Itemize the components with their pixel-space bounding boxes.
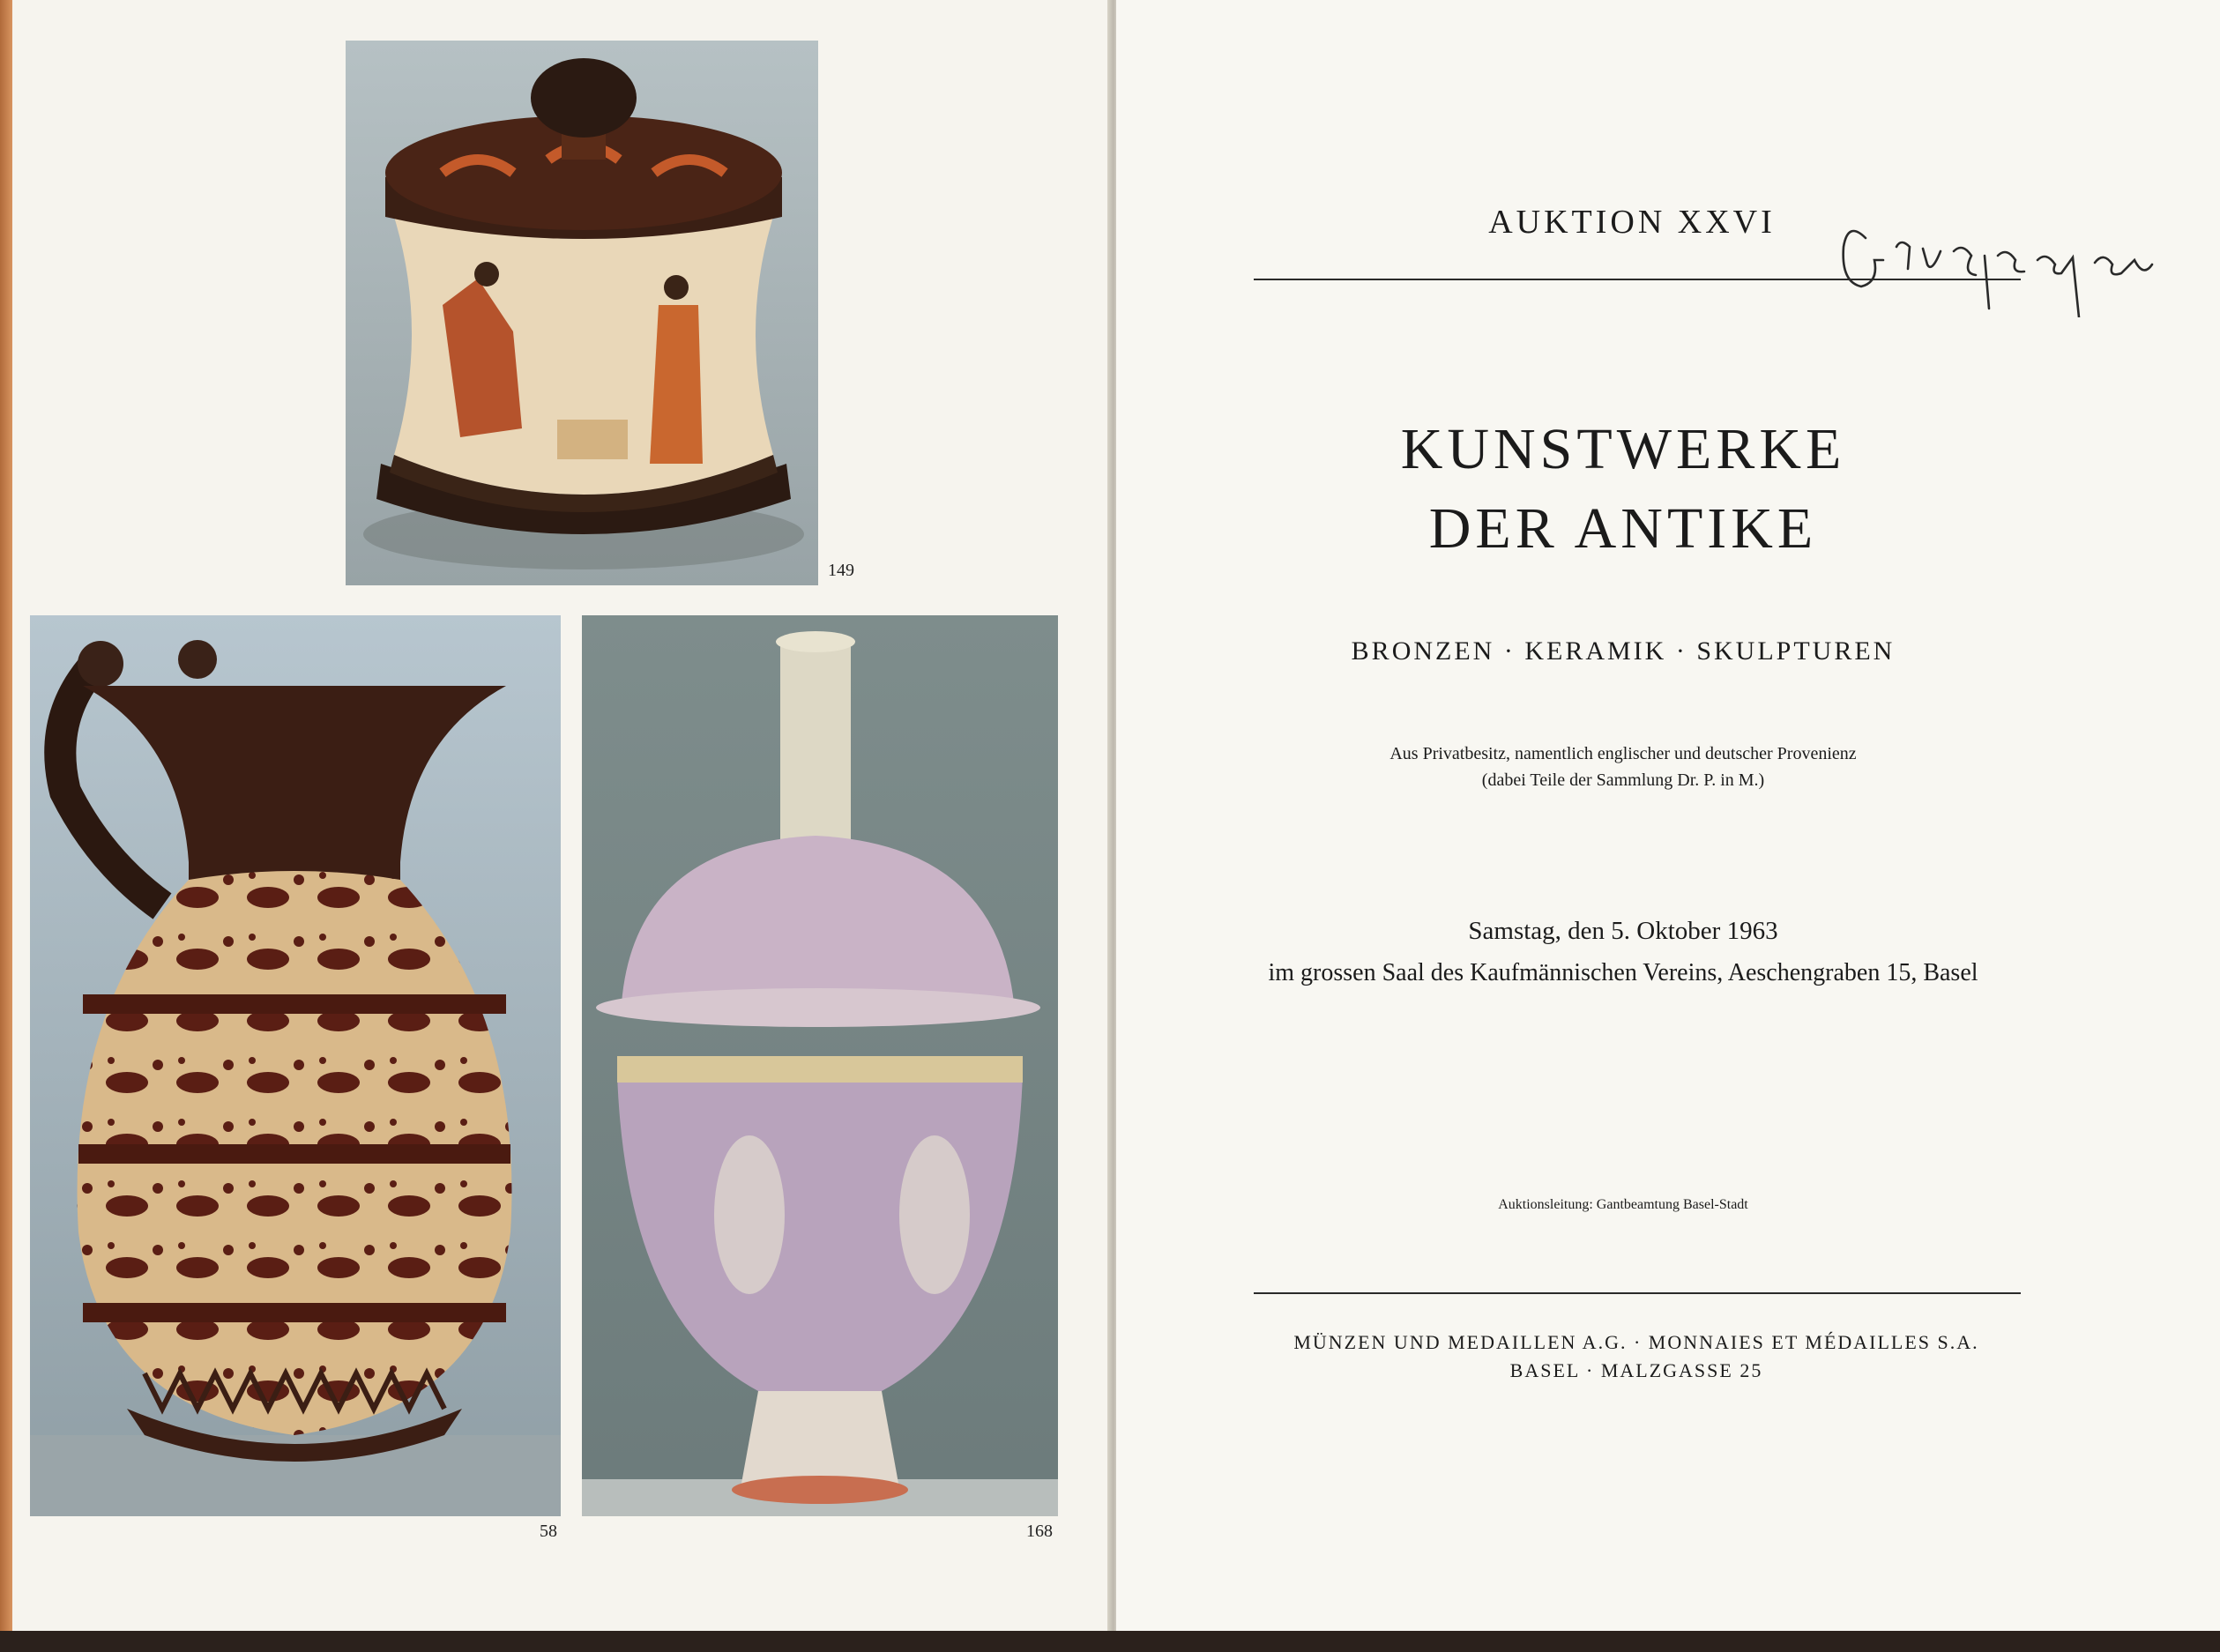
auction-label: AUKTION XXVI — [1488, 204, 1776, 241]
plate-number-58: 58 — [540, 1522, 557, 1541]
provenance-line-2: (dabei Teile der Sammlung Dr. P. in M.) — [1481, 770, 1765, 790]
right-page — [1116, 0, 2220, 1635]
scan-bottom-edge — [0, 1631, 2220, 1652]
left-page — [12, 0, 1113, 1631]
publisher-line-2: BASEL · MALZGASSE 25 — [1509, 1359, 1763, 1381]
auctioneer-line: Auktionsleitung: Gantbeamtung Basel-Stadt — [1498, 1197, 1748, 1212]
plate-number-168: 168 — [1026, 1522, 1053, 1541]
venue-line: im grossen Saal des Kaufmännischen Vereins, Aeschengraben 15, Basel — [1268, 959, 1978, 986]
title-line-2: DER ANTIKE — [1428, 496, 1818, 561]
header-rule — [1254, 279, 2021, 280]
plate-oinochoe-image — [30, 615, 561, 1516]
footer-rule — [1254, 1292, 2021, 1294]
publisher-line-1: MÜNZEN UND MEDAILLEN A.G. · MONNAIES ET MÉDAILLES S.A. — [1293, 1331, 1979, 1353]
plate-lidded-vase-image — [582, 615, 1058, 1516]
book-edge — [0, 0, 12, 1652]
title-line-1: KUNSTWERKE — [1400, 417, 1846, 481]
date-line: Samstag, den 5. Oktober 1963 — [1468, 917, 1778, 945]
provenance-line-1: Aus Privatbesitz, namentlich englischer und deutscher Provenienz — [1389, 744, 1857, 763]
categories-line: BRONZEN · KERAMIK · SKULPTUREN — [1351, 636, 1896, 666]
plate-number-149: 149 — [828, 561, 854, 580]
handwritten-note — [1830, 212, 2201, 317]
plate-pyxis-image — [346, 41, 818, 585]
